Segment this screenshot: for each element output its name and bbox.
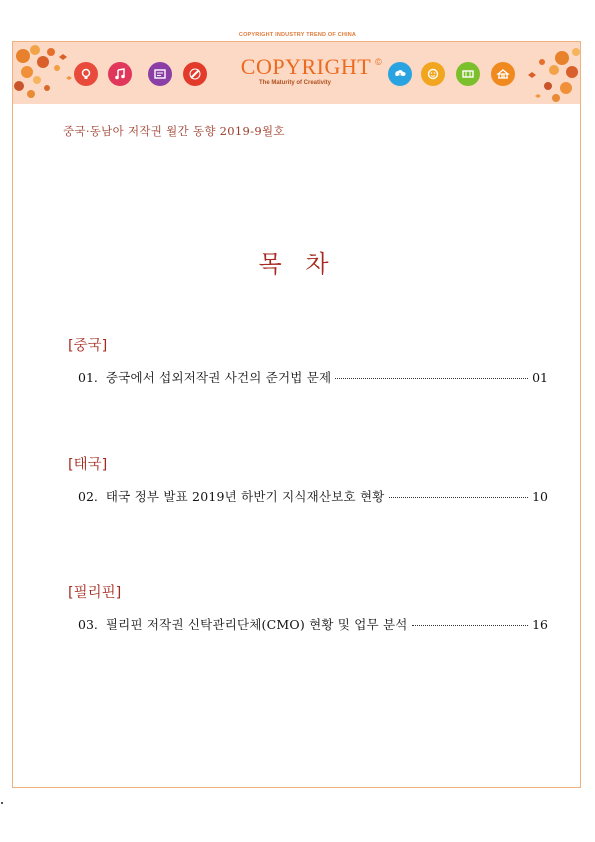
copyright-mark: ©	[375, 57, 383, 67]
toc-title: 목 차	[258, 250, 337, 278]
toc-entry-philippines[interactable]	[78, 615, 548, 633]
toc-entry-number: 03.	[78, 617, 98, 632]
section-heading-china: [중국]	[68, 338, 108, 354]
brand-logo	[231, 55, 381, 86]
cloud-download-icon	[388, 62, 412, 86]
pencil-icon	[183, 62, 207, 86]
toc-entry-title: 필리핀 저작권 신탁관리단체(CMO) 현황 및 업무 분석	[105, 617, 408, 632]
autumn-leaves-right-illustration	[518, 42, 580, 104]
document-icon	[148, 62, 172, 86]
toc-entry-thailand[interactable]	[78, 487, 548, 505]
toc-entry-china[interactable]	[78, 368, 548, 386]
toc-entry-page: 16	[532, 617, 548, 632]
landmark-icon	[491, 62, 515, 86]
toc-entry-number: 02.	[78, 489, 98, 504]
brand-name: COPYRIGHT ©	[241, 55, 371, 79]
toc-entry-page: 10	[532, 489, 548, 504]
toc-entry-title: 태국 정부 발표 2019년 하반기 지식재산보호 현황	[105, 489, 385, 504]
film-icon	[456, 62, 480, 86]
dot-leader	[335, 378, 528, 379]
section-heading-philippines: [필리핀]	[68, 585, 122, 601]
dot-leader	[389, 497, 529, 498]
lightbulb-icon	[74, 62, 98, 86]
stray-mark	[1, 802, 3, 804]
face-icon	[421, 62, 445, 86]
autumn-leaves-left-illustration	[13, 42, 83, 104]
header-caption: COPYRIGHT INDUSTRY TREND OF CHINA	[238, 32, 357, 38]
music-note-icon	[108, 62, 132, 86]
section-heading-thailand: [태국]	[68, 457, 108, 473]
toc-entry-page: 01	[532, 370, 548, 385]
issue-line: 중국·동남아 저작권 월간 동향 2019-9월호	[63, 124, 285, 138]
page-frame	[12, 41, 581, 788]
header-banner	[13, 42, 580, 104]
toc-entry-number: 01.	[78, 370, 98, 385]
toc-entry-title: 중국에서 섭외저작권 사건의 준거법 문제	[105, 370, 332, 385]
dot-leader	[412, 625, 529, 626]
brand-tagline: The Maturity of Creativity	[259, 80, 332, 86]
